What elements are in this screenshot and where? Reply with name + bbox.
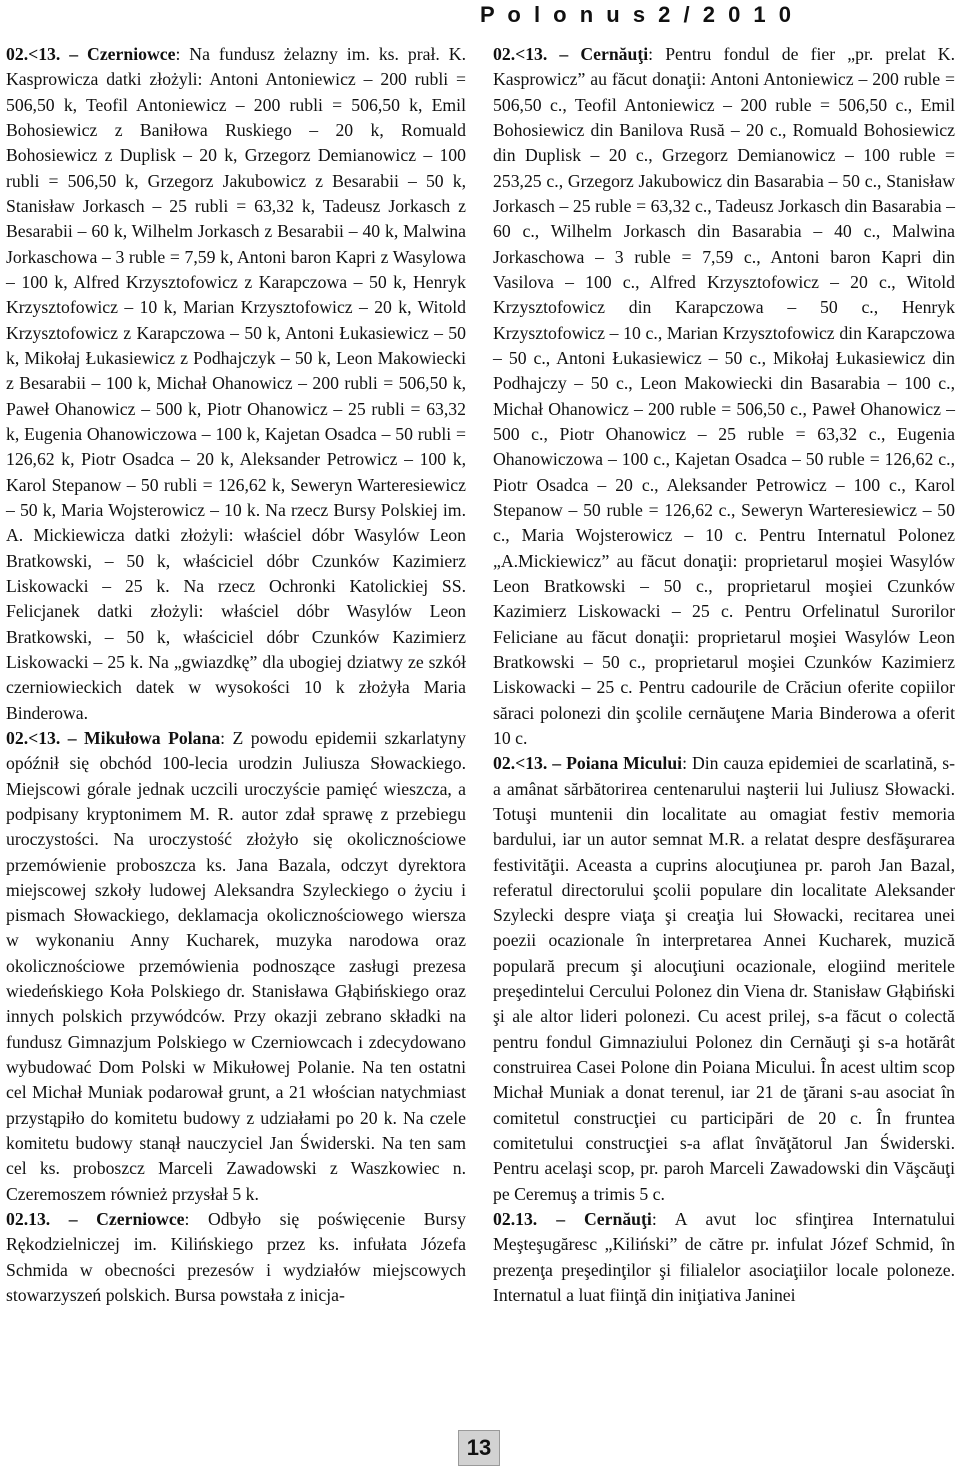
entry-text: : Pentru fondul de fier „pr. prelat K. Kasprowicz” au făcut donaţii: Antoni Antoniewicz – 200 ruble = 506,50 c., Teofil Antoniewicz – 200 ruble = 506,50 c., Emil Bohosiewicz din Banilova Rusă – 20 c., Romuald Bohosiewicz din Duplisk – 20 c., Grzegorz Demianowicz – 100 ruble = 253,25 c., Grzegorz Jakubowicz din Basarabia – 50 c., Stanisław Jorkasch – 25 ruble = 63,32 c., Tadeusz Jorkasch din Basarabia – 60 c., Wilhelm Jorkasch din Basarabia – 40 c., Malwina Jorkaschowa – 3 ruble = 7,59 c., Antoni baron Kapri din Vasilova – 100 c., Alfred Krzysztofowicz – 20 c., Witold Krzysztofowicz din Karapczowa – 50 c., Henryk Krzysztofowicz – 10 c., Marian Krzysztofowicz din Karapczowa – 50 c., Antoni Łukasiewicz – 50 c., Mikołaj Łukasiewicz din Podhajczy – 50 c., Leon Makowiecki din Basarabia – 100 c., Michał Ohanowicz – 200 ruble = 506,50 c., Paweł Ohanowicz – 500 c., Piotr Ohanowicz – 25 ruble = 63,32 c., Eugenia Ohanowiczowa – 100 c., Kajetan Osadca – 50 ruble = 126,62 c., Piotr Osadca – 20 c., Aleksander Petrowicz – 100 c., Karol Stepanow – 50 ruble = 126,62 c., Seweryn Warteresiewicz – 50 c., Maria Wojsterowicz – 10 c. Pentru Internatul Polonez „A.Mickiewicz” au făcut donaţii: proprietarul moşiei Wasylów Leon Bratkowski – 50 c., proprietarul moşiei Czunków Kazimierz Liskowacki – 25 c. Pentru Orfelinatul Surorilor Feliciane au făcut donaţii: proprietarul moşiei Wasylów Leon Bratkowski – 50 c., proprietarul moşiei Czunków Kazimierz Liskowacki – 25 c. Pentru cadourile de Crăciun oferite copiilor săraci polonezi din şcolile cernăuţene Maria Binderowa a oferit 10 c. <box>493 44 955 748</box>
article-cernauti-internat <box>493 1207 955 1308</box>
page-number-badge <box>458 1430 500 1466</box>
article-czerniowce-donations <box>6 42 466 726</box>
article-mikulowa-polana <box>6 726 466 1207</box>
entry-date-place: 02.<13. – Mikułowa Polana <box>6 727 221 748</box>
entry-date-place: 02.13. – Czerniowce <box>6 1209 185 1230</box>
journal-title: P o l o n u s 2 / 2 0 1 0 <box>480 2 795 27</box>
page-header <box>0 2 960 38</box>
left-column-polish <box>6 42 466 1308</box>
article-cernauti-donations <box>493 42 955 751</box>
article-czerniowce-bursa <box>6 1207 466 1308</box>
entry-date-place: 02.<13. – Czerniowce <box>6 44 176 64</box>
entry-date-place: 02.<13. – Cernăuţi <box>493 44 649 64</box>
entry-text: : Na fundusz żelazny im. ks. prał. K. Kasprowicza datki złożyli: Antoni Antoniewicz – 200 rubli = 506,50 k, Teofil Antoniewicz – 200 rubli = 506,50 k, Emil Bohosiewicz z Baniłowa Ruskiego – 20 k, Romuald Bohosiewicz z Duplisk – 20 k, Grzegorz Demianowicz – 100 rubli = 506,50 k, Grzegorz Jakubowicz z Besarabii – 50 k, Stanisław Jorkasch – 25 rubli = 63,32 k, Tadeusz Jorkasch z Besarabii – 60 k, Wilhelm Jorkasch z Besarabii – 40 k, Malwina Jorkaschowa – 3 ruble = 7,59 k, Antoni baron Kapri z Wasylowa – 100 k, Alfred Krzysztofowicz z Karapczowa – 50 k, Henryk Krzysztofowicz – 10 k, Marian Krzysztofowicz – 20 k, Witold Krzysztofowicz z Karapczowa – 50 k, Antoni Łukasiewicz – 50 k, Mikołaj Łukasiewicz z Podhajczyk – 50 k, Leon Makowiecki z Besarabii – 100 k, Michał Ohanowicz – 200 rubli = 506,50 k, Paweł Ohanowicz – 500 k, Piotr Ohanowicz – 25 rubli = 63,32 k, Eugenia Ohanowiczowa – 100 k, Kajetan Osadca – 50 rubli = 126,62 k, Piotr Osadca – 20 k, Aleksander Petrowicz – 100 k, Karol Stepanow – 50 rubli = 126,62 k, Seweryn Warteresiewicz – 50 k, Maria Wojsterowicz – 10 k. Na rzecz Bursy Polskiej im. A. Mickiewicza datki złożyli: właściel dóbr Wasylów Leon Bratkowski, – 50 k, właściciel dóbr Czunków Kazimierz Liskowacki – 25 k. Na rzecz Ochronki Katolickiej SS. Felicjanek datki złożyli: właściel dóbr Wasylów Leon Bratkowski, – 50 k, właściciel dóbr Czunków Kazimierz Liskowacki – 25 k. Na „gwiazdkę” dla ubogiej dziatwy ze szkół czerniowieckich datek w wysokości 10 k złożyła Maria Binderowa. <box>6 44 466 723</box>
right-column-romanian <box>493 42 955 1308</box>
entry-text: : Din cauza epidemiei de scarlatină, s-a amânat sărbătorirea centenarului naşterii lui Juliusz Słowacki. Totuşi muntenii din localitate au omagiat festiv memoria bardului, iar un autor semnat M.R. a relatat despre desfăşurarea festivităţii. Aceasta a cuprins alocuţiunea pr. paroh Jan Bazal, referatul directorului şcolii populare din localitate Aleksander Szylecki despre viaţa şi creaţia lui Słowacki, recitarea unei poezii ocazionale în interpretarea Annei Kucharek, muzică populară precum şi alocuţiuni ocazionale, elogiind meritele preşedintelui Cercului Polonez din Viena dr. Stanisław Głąbiński şi ale altor lideri polonezi. Cu acest prilej, s-a făcut o colectă pentru fondul Gimnaziului Polonez din Cernăuţi şi s-a hotărât construirea Casei Polone din Poiana Micului. În acest ultim scop Michał Muniak a donat terenul, iar 21 de ţărani s-au asociat în comitetul construcţiei cu participări de 20 c. În fruntea comitetului construcţiei s-a aflat învăţătorul Jan Świderski. Pentru acelaşi scop, pr. paroh Marceli Zawadowski din Văşcăuţi pe Ceremuş a trimis 5 c. <box>493 753 955 1204</box>
entry-text: : Z powodu epidemii szkarlatyny opóźnił się obchód 100-lecia urodzin Juliusza Słowackiego. Miejscowi górale jednak uczcili uroczyście pamięć wieszcza, a podpisany kryptonimem M. R. autor zdał sprawę z przebiegu uroczystości. Na uroczystość złożyło się okolicznościowe przemówienie proboszcza ks. Jana Bazala, odczyt dyrektora miejscowej szkoły ludowej Aleksandra Szyleckiego o życiu i pismach Słowackiego, deklamacja okolicznościowego wiersza w wykonaniu Anny Kucharek, muzyka narodowa oraz okolicznościowe przemówienia podnoszące zasługi prezesa wiedeńskiego Koła Polskiego dr. Stanisława Głąbińskiego oraz innych polskich przywódców. Przy okazji zebrano składki na fundusz Gimnazjum Polskiego w Czerniowcach i zdecydowano wybudować Dom Polski w Mikułowej Polanie. Na ten ostatni cel Michał Muniak podarował grunt, a 21 włościan natychmiast przystąpiło do komitetu budowy z udziałami po 20 k. Na czele komitetu budowy stanął nauczyciel Jan Świderski. Na ten sam cel ks. proboszcz Marceli Zawadowski z Waszkowiec n. Czeremoszem również przysłał 5 k. <box>6 727 466 1204</box>
entry-text: : A avut loc sfinţirea Internatului Meşteşugăresc „Kiliński” de către pr. infulat Józef Schmid, în prezenţa preşedinţilor şi filialelor asociaţiilor locale poloneze. Internatul a luat fiinţă din iniţiativa Janinei <box>493 1209 955 1306</box>
entry-text: : Odbyło się poświęcenie Bursy Rękodzielniczej im. Kilińskiego przez ks. infułata Józefa Schmida w obecności prezesów i wydziałów miejscowych stowarzyszeń polskich. Bursa powstała z inicja- <box>6 1209 466 1306</box>
page-number: 13 <box>466 1435 492 1460</box>
entry-date-place: 02.<13. – Poiana Micului <box>493 753 683 774</box>
article-poiana-micului <box>493 751 955 1207</box>
entry-date-place: 02.13. – Cernăuţi <box>493 1209 652 1230</box>
